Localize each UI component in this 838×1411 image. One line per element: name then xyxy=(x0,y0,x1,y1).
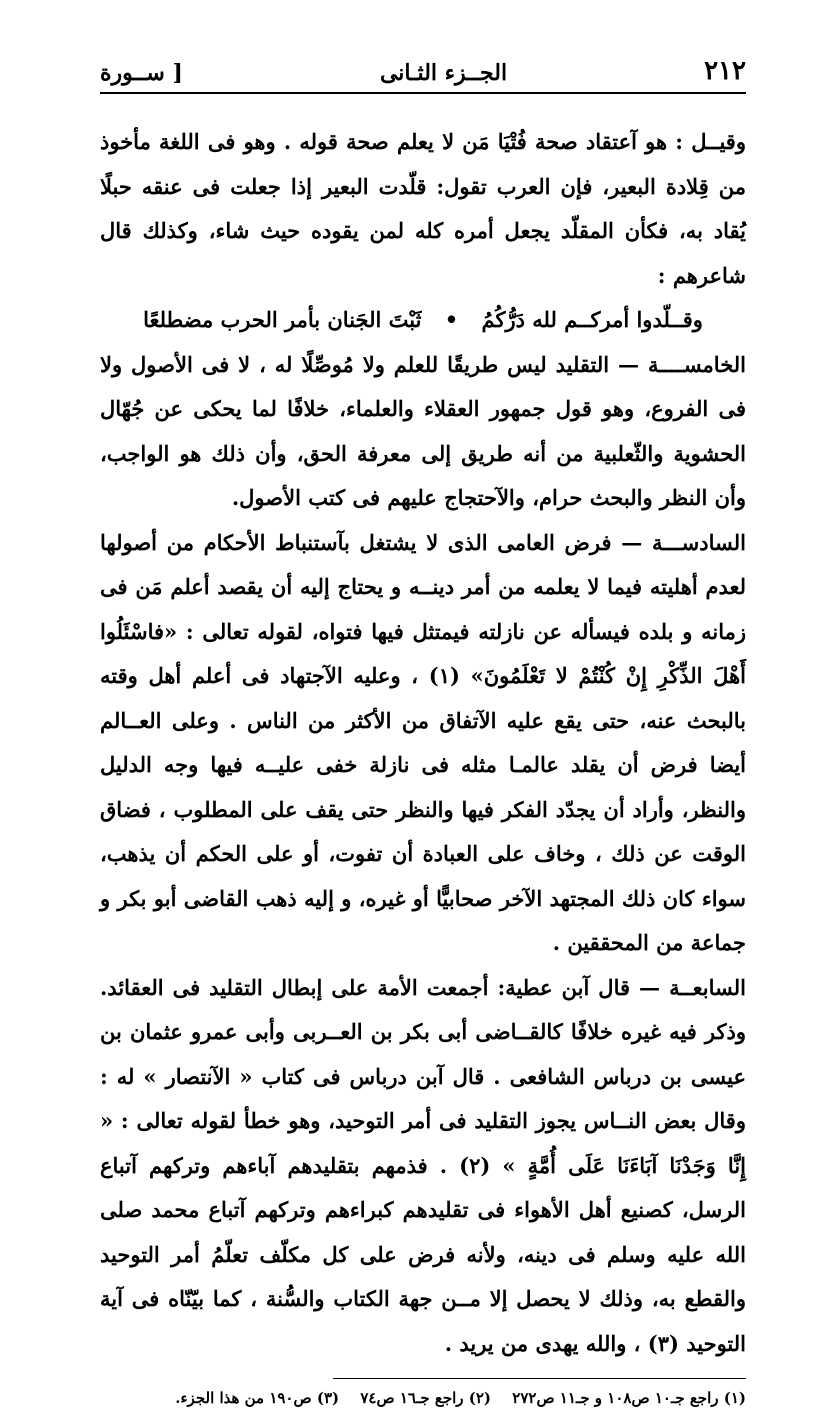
page-number: ٢١٢ xyxy=(704,56,746,86)
paragraph-seventh: السابعــة — قال آبن عطية: أجمعت الأمة على إبطال التقليد فى العقائد. وذكر فيه غيره خلافًا كالقــاضى أبى بكر بن العــربى وأبى عمرو عثمان بن عيسى بن درباس الشافعى . قال آبن درباس فى كتاب « الآنتصار » له : وقال بعض النــاس يجوز التقليد فى أمر التوحيد، وهو خطأ لقوله تعالى : « إِنَّا وَجَدْنَا آبَاءَنَا عَلَى أُمَّةٍ » (٢) . فذمهم بتقليدهم آباءهم وتركهم آتباع الرسل، كصنيع أهل الأهواء فى تقليدهم كبراءهم وتركهم آتباع محمد صلى الله عليه وسلم فى دينه، ولأنه فرض على كل مكلّف تعلّمُ أمر التوحيد والقطع به، وذلك لا يحصل إلا مــن جهة الكتاب والسُّنة ، كما بيّنّاه فى آية التوحيد (٣) ، والله يهدى من يريد . xyxy=(100,974,746,1356)
footnotes xyxy=(100,1385,746,1411)
body-text xyxy=(100,120,746,1366)
verse-second-hemistich: ثَبْتَ الجَنان بأمر الحرب مضطلعًا xyxy=(143,307,422,332)
poetry-verse xyxy=(100,298,746,343)
paragraph-definition: وقيــل : هو آعتقاد صحة فُتْيَا مَن لا يعلم صحة قوله . وهو فى اللغة مأخوذ من قِلادة البعير، فإن العرب تقول: قلّدت البعير إذا جعلت فى عنقه حبلًا يُقاد به، فكأن المقلّد يجعل أمره كله لمن يقوده حيث شاء، وكذلك قال شاعرهم : xyxy=(100,129,746,288)
paragraph-fifth: الخامســــة — التقليد ليس طريقًا للعلم ولا مُوصِّلًا له ، لا فى الأصول ولا فى الفروع، وهو قول جمهور العقلاء والعلماء، خلافًا لما يحكى عن جُهّال الحشوية والثّعلبية من أنه طريق إلى معرفة الحق، وأن ذلك هو الواجب، وأن النظر والبحث حرام، والآحتجاج عليهم فى كتب الأصول. xyxy=(100,351,746,510)
running-head xyxy=(100,44,746,86)
footnote-rule xyxy=(333,1378,746,1379)
footnote-1: (١) راجع جـ١٠ ص١٠٨ و جـ١١ ص٢٧٢ xyxy=(512,1389,746,1407)
part-title: الجــزء الثـانى xyxy=(379,60,508,86)
header-rule xyxy=(100,92,746,94)
footnote-3: (٣) ص١٩٠ من هذا الجزء. xyxy=(175,1389,340,1407)
verse-separator: • xyxy=(444,307,459,332)
verse-first-hemistich: وقــلّدوا أمركــم لله دَرُّكُمُ xyxy=(481,307,703,332)
footnote-2: (٢) راجع جـ١٦ ص٧٤ xyxy=(360,1389,492,1407)
sura-label: [ ســورة xyxy=(100,60,183,86)
paragraph-sixth: السادســـة — فرض العامى الذى لا يشتغل بآستنباط الأحكام من أصولها لعدم أهليته فيما لا يعلمه من أمر دينــه و يحتاج إليه أن يقصد أعلم مَن فى زمانه و بلده فيسأله عن نازلته فيمتثل فيها فتواه، لقوله تعالى : «فاسْئَلُوا أَهْلَ الذِّكْرِ إِنْ كُنْتُمْ لا تَعْلَمُونَ» (١) ، وعليه الآجتهاد فى أعلم أهل وقته بالبحث عنه، حتى يقع عليه الآتفاق من الأكثر من الناس . وعلى العــالم أيضا فرض أن يقلد عالمـا مثله فى نازلة خفى عليــه فيها وجه الدليل والنظر، وأراد أن يجدّد الفكر فيها والنظر حتى يقف على المطلوب ، فضاق الوقت عن ذلك ، وخاف على العبادة أن تفوت، أو على الحكم أن يذهب، سواء كان ذلك المجتهد الآخر صحابيًّا أو غيره، و إليه ذهب القاضى أبو بكر و جماعة من المحققين . xyxy=(100,529,746,955)
